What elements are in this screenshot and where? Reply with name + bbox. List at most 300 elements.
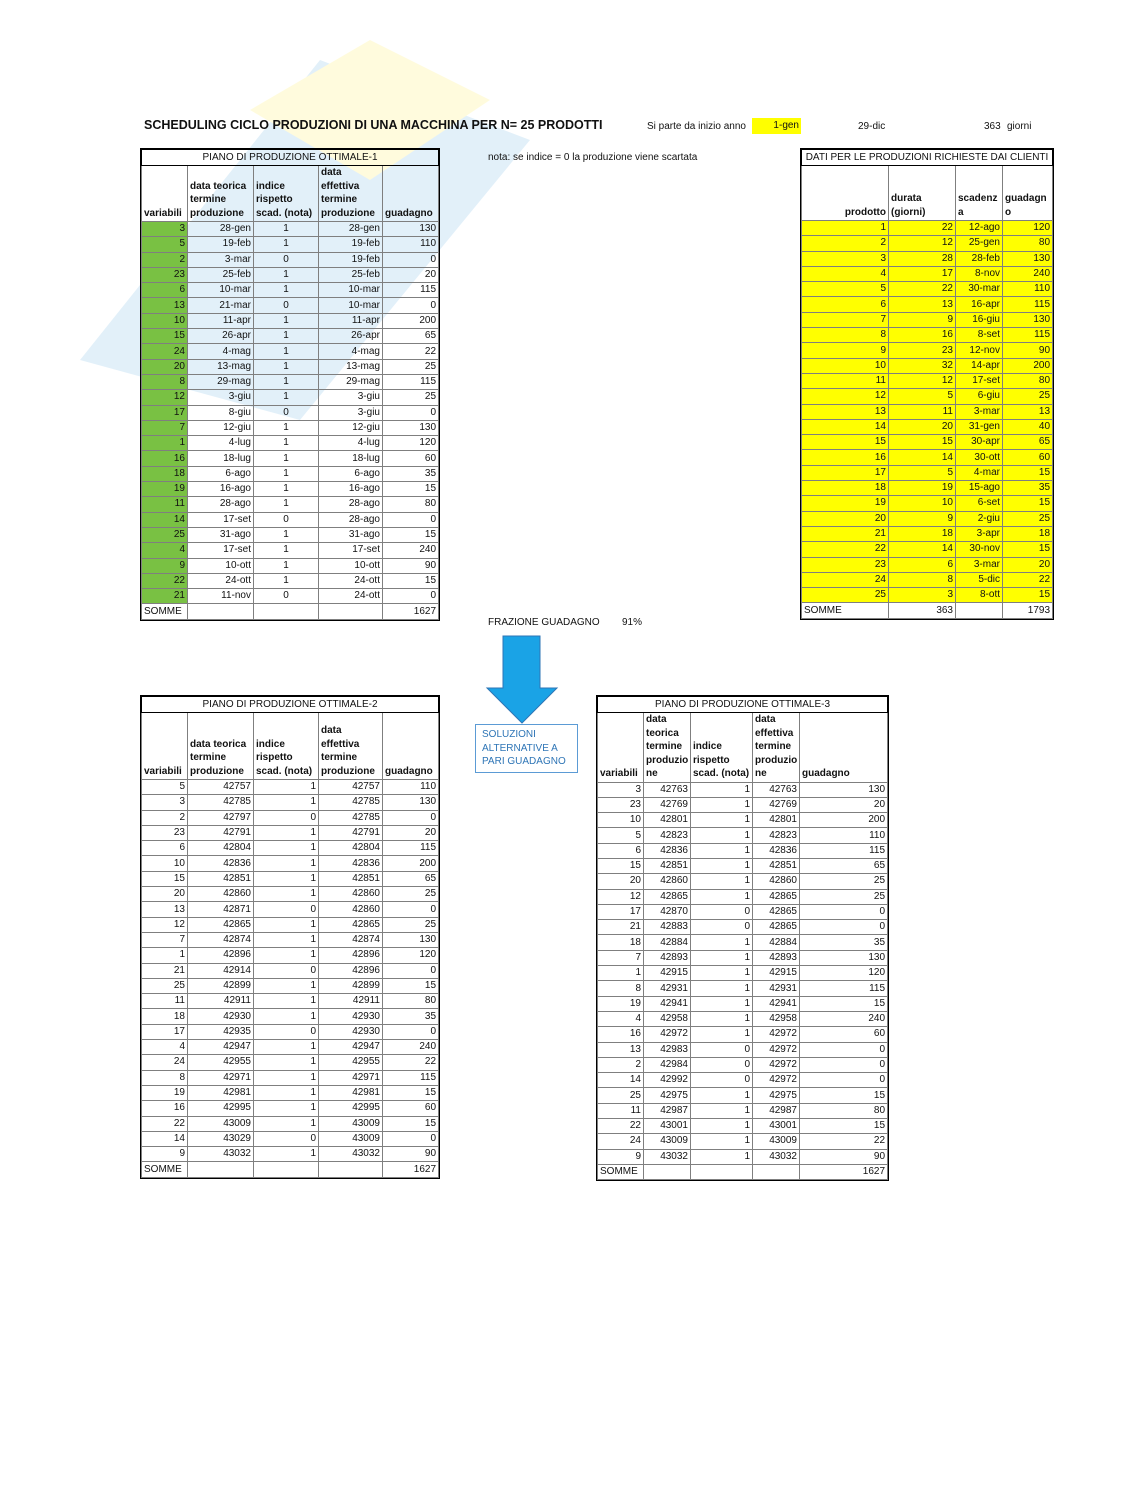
table-cell[interactable]: 17 <box>802 465 889 480</box>
table-cell[interactable]: 42947 <box>188 1040 254 1055</box>
table-cell[interactable]: 1 <box>254 573 319 588</box>
table-cell[interactable]: 1 <box>254 420 319 435</box>
table-cell[interactable]: 9 <box>142 1147 188 1162</box>
table-cell[interactable]: 22 <box>142 1116 188 1131</box>
table-cell[interactable]: 1 <box>691 1011 753 1026</box>
table-cell[interactable]: 115 <box>383 841 439 856</box>
table-cell[interactable]: 7 <box>142 420 188 435</box>
table-cell[interactable]: 19 <box>142 482 188 497</box>
table-cell[interactable]: 0 <box>254 512 319 527</box>
table-cell[interactable]: 2 <box>142 810 188 825</box>
table-cell[interactable]: 42935 <box>188 1024 254 1039</box>
table-cell[interactable]: 80 <box>383 994 439 1009</box>
table-cell[interactable]: 200 <box>383 856 439 871</box>
table-cell[interactable]: 42865 <box>644 889 691 904</box>
table-cell[interactable]: 14 <box>889 542 956 557</box>
table-cell[interactable]: 20 <box>142 359 188 374</box>
table-cell[interactable]: 43009 <box>644 1134 691 1149</box>
table-cell[interactable]: 40 <box>1003 419 1053 434</box>
table-cell[interactable]: 42874 <box>319 932 383 947</box>
table-cell[interactable]: 15 <box>889 435 956 450</box>
table-cell[interactable]: 32 <box>889 358 956 373</box>
table-cell[interactable]: 42972 <box>753 1057 800 1072</box>
table-cell[interactable]: 12 <box>889 236 956 251</box>
table-cell[interactable]: 24-ott <box>319 589 383 604</box>
table-cell[interactable]: 1 <box>254 825 319 840</box>
table-cell[interactable]: 15 <box>800 1088 888 1103</box>
table-cell[interactable]: 25 <box>802 588 889 603</box>
table-cell[interactable]: 65 <box>800 858 888 873</box>
table-cell[interactable]: 42884 <box>753 935 800 950</box>
table-cell[interactable]: 0 <box>800 904 888 919</box>
table-cell[interactable]: 43009 <box>319 1116 383 1131</box>
table-cell[interactable]: 25 <box>1003 389 1053 404</box>
table-cell[interactable]: 9 <box>889 511 956 526</box>
table-cell[interactable]: 22 <box>383 344 439 359</box>
table-cell[interactable]: 42860 <box>753 874 800 889</box>
table-cell[interactable]: 18 <box>802 481 889 496</box>
table-cell[interactable]: 5 <box>802 282 889 297</box>
table-cell[interactable]: 1 <box>691 797 753 812</box>
table-cell[interactable]: 23 <box>802 557 889 572</box>
table-cell[interactable]: 15 <box>1003 542 1053 557</box>
table-cell[interactable]: 15 <box>1003 465 1053 480</box>
table-cell[interactable]: 4-mag <box>319 344 383 359</box>
table-cell[interactable]: 6 <box>142 283 188 298</box>
table-cell[interactable]: 42851 <box>753 858 800 873</box>
table-cell[interactable]: 43009 <box>753 1134 800 1149</box>
table-cell[interactable]: 25 <box>142 978 188 993</box>
table-cell[interactable]: 42757 <box>319 780 383 795</box>
table-cell[interactable]: 42823 <box>644 828 691 843</box>
table-cell[interactable]: 16 <box>889 328 956 343</box>
table-cell[interactable]: 42958 <box>753 1011 800 1026</box>
table-cell[interactable]: 42865 <box>188 917 254 932</box>
table-cell[interactable]: 120 <box>1003 221 1053 236</box>
table-cell[interactable]: 25 <box>1003 511 1053 526</box>
table-cell[interactable]: 35 <box>800 935 888 950</box>
table-cell[interactable]: 1 <box>691 966 753 981</box>
table-cell[interactable]: 35 <box>383 1009 439 1024</box>
table-cell[interactable]: 130 <box>383 222 439 237</box>
table-cell[interactable]: 0 <box>254 589 319 604</box>
table-cell[interactable]: 11 <box>142 497 188 512</box>
table-cell[interactable]: 42975 <box>753 1088 800 1103</box>
start-date-cell[interactable]: 1-gen <box>752 118 801 134</box>
table-cell[interactable]: 42947 <box>319 1040 383 1055</box>
table-cell[interactable]: 42896 <box>319 963 383 978</box>
table-cell[interactable]: 42972 <box>753 1073 800 1088</box>
table-cell[interactable]: 30-mar <box>956 282 1003 297</box>
table-cell[interactable]: 65 <box>383 329 439 344</box>
table-cell[interactable]: 42955 <box>188 1055 254 1070</box>
table-cell[interactable]: 31-gen <box>956 419 1003 434</box>
table-cell[interactable]: 5 <box>142 237 188 252</box>
table-cell[interactable]: 1 <box>254 283 319 298</box>
table-cell[interactable]: 1 <box>254 856 319 871</box>
table-cell[interactable]: 8 <box>889 572 956 587</box>
table-cell[interactable]: 3-giu <box>319 390 383 405</box>
table-cell[interactable]: 42915 <box>753 966 800 981</box>
table-cell[interactable]: 1 <box>254 390 319 405</box>
table-cell[interactable]: 15 <box>383 527 439 542</box>
table-cell[interactable]: 13-mag <box>319 359 383 374</box>
table-cell[interactable]: 42930 <box>188 1009 254 1024</box>
table-cell[interactable]: 42865 <box>319 917 383 932</box>
table-cell[interactable]: 20 <box>889 419 956 434</box>
table-cell[interactable]: 6-ago <box>188 466 254 481</box>
table-cell[interactable]: 20 <box>802 511 889 526</box>
table-cell[interactable]: 14 <box>598 1073 644 1088</box>
table-cell[interactable]: 6 <box>598 843 644 858</box>
table-cell[interactable]: 42972 <box>753 1042 800 1057</box>
table-cell[interactable]: 42791 <box>188 825 254 840</box>
table-cell[interactable]: 25-feb <box>188 267 254 282</box>
table-cell[interactable]: 6 <box>802 297 889 312</box>
table-cell[interactable]: 17-set <box>956 373 1003 388</box>
table-cell[interactable]: 110 <box>383 237 439 252</box>
table-cell[interactable]: 9 <box>802 343 889 358</box>
table-cell[interactable]: 11-apr <box>188 313 254 328</box>
table-cell[interactable]: 42911 <box>188 994 254 1009</box>
table-cell[interactable]: 15 <box>383 1116 439 1131</box>
table-cell[interactable]: 19 <box>142 1085 188 1100</box>
table-cell[interactable]: 4-mar <box>956 465 1003 480</box>
table-cell[interactable]: 42992 <box>644 1073 691 1088</box>
table-cell[interactable]: 20 <box>598 874 644 889</box>
table-cell[interactable]: 11 <box>802 373 889 388</box>
table-cell[interactable]: 42941 <box>644 996 691 1011</box>
table-cell[interactable]: 6-ago <box>319 466 383 481</box>
table-cell[interactable]: 42860 <box>319 887 383 902</box>
table-cell[interactable]: 1 <box>691 981 753 996</box>
table-cell[interactable]: 1 <box>254 543 319 558</box>
table-cell[interactable]: 10 <box>598 813 644 828</box>
table-cell[interactable]: 14 <box>142 1131 188 1146</box>
table-cell[interactable]: 1 <box>691 874 753 889</box>
table-cell[interactable]: 90 <box>1003 343 1053 358</box>
table-cell[interactable]: 6-giu <box>956 389 1003 404</box>
table-cell[interactable]: 15 <box>1003 588 1053 603</box>
table-cell[interactable]: 42791 <box>319 825 383 840</box>
table-cell[interactable]: 42972 <box>644 1027 691 1042</box>
table-cell[interactable]: 42930 <box>319 1024 383 1039</box>
table-cell[interactable]: 10-mar <box>319 283 383 298</box>
table-cell[interactable]: 0 <box>254 405 319 420</box>
table-cell[interactable]: 6 <box>142 841 188 856</box>
table-cell[interactable]: 42915 <box>644 966 691 981</box>
table-cell[interactable]: 240 <box>383 543 439 558</box>
table-cell[interactable]: 65 <box>383 871 439 886</box>
table-cell[interactable]: 10 <box>802 358 889 373</box>
table-cell[interactable]: 42899 <box>188 978 254 993</box>
table-cell[interactable]: 0 <box>383 405 439 420</box>
table-cell[interactable]: 20 <box>383 825 439 840</box>
table-cell[interactable]: 25 <box>383 917 439 932</box>
table-cell[interactable]: 23 <box>142 267 188 282</box>
table-cell[interactable]: 1 <box>691 1088 753 1103</box>
table-cell[interactable]: 17-set <box>319 543 383 558</box>
table-cell[interactable]: 4 <box>802 266 889 281</box>
table-cell[interactable]: 1 <box>691 935 753 950</box>
table-cell[interactable]: 0 <box>800 1073 888 1088</box>
table-cell[interactable]: 80 <box>1003 236 1053 251</box>
table-cell[interactable]: 28-gen <box>319 222 383 237</box>
table-cell[interactable]: 15 <box>383 482 439 497</box>
table-cell[interactable]: 4-lug <box>319 436 383 451</box>
table-cell[interactable]: 21 <box>598 920 644 935</box>
table-cell[interactable]: 42870 <box>644 904 691 919</box>
table-cell[interactable]: 2 <box>598 1057 644 1072</box>
table-cell[interactable]: 22 <box>1003 572 1053 587</box>
table-cell[interactable]: 16-giu <box>956 312 1003 327</box>
table-cell[interactable]: 0 <box>383 810 439 825</box>
table-cell[interactable]: 14 <box>802 419 889 434</box>
table-cell[interactable]: 42931 <box>644 981 691 996</box>
table-cell[interactable]: 15 <box>383 1085 439 1100</box>
table-cell[interactable]: 12-giu <box>319 420 383 435</box>
table-cell[interactable]: 1 <box>691 889 753 904</box>
table-cell[interactable]: 30-nov <box>956 542 1003 557</box>
table-cell[interactable]: 1 <box>691 828 753 843</box>
table-cell[interactable]: 31-ago <box>188 527 254 542</box>
table-cell[interactable]: 42865 <box>753 904 800 919</box>
table-cell[interactable]: 35 <box>383 466 439 481</box>
table-cell[interactable]: 120 <box>383 948 439 963</box>
table-cell[interactable]: 1 <box>254 436 319 451</box>
table-cell[interactable]: 16-ago <box>319 482 383 497</box>
table-cell[interactable]: 43009 <box>188 1116 254 1131</box>
table-cell[interactable]: 17 <box>889 266 956 281</box>
table-cell[interactable]: 10-ott <box>188 558 254 573</box>
table-cell[interactable]: 18 <box>1003 526 1053 541</box>
table-cell[interactable]: 13-mag <box>188 359 254 374</box>
table-cell[interactable]: 130 <box>1003 251 1053 266</box>
table-cell[interactable]: 12 <box>142 390 188 405</box>
table-cell[interactable]: 42836 <box>753 843 800 858</box>
table-cell[interactable]: 15 <box>142 329 188 344</box>
table-cell[interactable]: 42823 <box>753 828 800 843</box>
table-cell[interactable]: 42797 <box>188 810 254 825</box>
table-cell[interactable]: 0 <box>254 298 319 313</box>
table-cell[interactable]: 13 <box>142 298 188 313</box>
table-cell[interactable]: 19-feb <box>319 252 383 267</box>
table-cell[interactable]: 1 <box>691 950 753 965</box>
table-cell[interactable]: 130 <box>383 420 439 435</box>
table-cell[interactable]: 24-ott <box>319 573 383 588</box>
table-cell[interactable]: 23 <box>142 825 188 840</box>
table-cell[interactable]: 42763 <box>644 782 691 797</box>
table-cell[interactable]: 1 <box>142 948 188 963</box>
table-cell[interactable]: 10 <box>142 313 188 328</box>
table-cell[interactable]: 42769 <box>644 797 691 812</box>
table-cell[interactable]: 42931 <box>753 981 800 996</box>
table-cell[interactable]: 24 <box>802 572 889 587</box>
table-cell[interactable]: 12-giu <box>188 420 254 435</box>
table-cell[interactable]: 25 <box>800 889 888 904</box>
table-cell[interactable]: 43009 <box>319 1131 383 1146</box>
table-cell[interactable]: 42883 <box>644 920 691 935</box>
table-cell[interactable]: 28-gen <box>188 222 254 237</box>
table-cell[interactable]: 24-ott <box>188 573 254 588</box>
table-cell[interactable]: 3-apr <box>956 526 1003 541</box>
table-cell[interactable]: 42941 <box>753 996 800 1011</box>
table-cell[interactable]: 60 <box>383 1101 439 1116</box>
table-cell[interactable]: 42860 <box>644 874 691 889</box>
table-cell[interactable]: 6-set <box>956 496 1003 511</box>
table-cell[interactable]: 130 <box>800 782 888 797</box>
table-cell[interactable]: 42851 <box>644 858 691 873</box>
table-cell[interactable]: 24 <box>142 344 188 359</box>
table-cell[interactable]: 28-ago <box>319 512 383 527</box>
table-cell[interactable]: 29-mag <box>188 374 254 389</box>
table-cell[interactable]: 19 <box>802 496 889 511</box>
table-cell[interactable]: 15 <box>383 978 439 993</box>
table-cell[interactable]: 15 <box>383 573 439 588</box>
table-cell[interactable]: 28-ago <box>188 497 254 512</box>
table-cell[interactable]: 9 <box>889 312 956 327</box>
table-cell[interactable]: 10-mar <box>319 298 383 313</box>
table-cell[interactable]: 8-ott <box>956 588 1003 603</box>
table-cell[interactable]: 3 <box>889 588 956 603</box>
table-cell[interactable]: 42995 <box>319 1101 383 1116</box>
table-cell[interactable]: 1 <box>802 221 889 236</box>
table-cell[interactable]: 42987 <box>644 1103 691 1118</box>
table-cell[interactable]: 130 <box>383 932 439 947</box>
table-cell[interactable]: 7 <box>598 950 644 965</box>
table-cell[interactable]: 42896 <box>188 948 254 963</box>
table-cell[interactable]: 8-giu <box>188 405 254 420</box>
table-cell[interactable]: 22 <box>800 1134 888 1149</box>
table-cell[interactable]: 60 <box>800 1027 888 1042</box>
table-cell[interactable]: 29-mag <box>319 374 383 389</box>
table-cell[interactable]: 1 <box>254 466 319 481</box>
table-cell[interactable]: 0 <box>254 902 319 917</box>
table-cell[interactable]: 42995 <box>188 1101 254 1116</box>
table-cell[interactable]: 7 <box>142 932 188 947</box>
table-cell[interactable]: 3 <box>598 782 644 797</box>
table-cell[interactable]: 5 <box>889 389 956 404</box>
table-cell[interactable]: 0 <box>254 1024 319 1039</box>
table-cell[interactable]: 5 <box>889 465 956 480</box>
table-cell[interactable]: 42893 <box>644 950 691 965</box>
table-cell[interactable]: 13 <box>142 902 188 917</box>
table-cell[interactable]: 1 <box>691 858 753 873</box>
table-cell[interactable]: 26-apr <box>319 329 383 344</box>
table-cell[interactable]: 0 <box>691 1057 753 1072</box>
table-cell[interactable]: 22 <box>383 1055 439 1070</box>
table-cell[interactable]: 42836 <box>644 843 691 858</box>
table-cell[interactable]: 12 <box>802 389 889 404</box>
table-cell[interactable]: 200 <box>383 313 439 328</box>
table-cell[interactable]: 25-feb <box>319 267 383 282</box>
table-cell[interactable]: 13 <box>1003 404 1053 419</box>
table-cell[interactable]: 3 <box>142 795 188 810</box>
table-cell[interactable]: 17-set <box>188 543 254 558</box>
table-cell[interactable]: 16-ago <box>188 482 254 497</box>
table-cell[interactable]: 2-giu <box>956 511 1003 526</box>
table-cell[interactable]: 1 <box>691 813 753 828</box>
table-cell[interactable]: 0 <box>691 1073 753 1088</box>
table-cell[interactable]: 19-feb <box>319 237 383 252</box>
table-cell[interactable]: 10-ott <box>319 558 383 573</box>
table-cell[interactable]: 0 <box>254 963 319 978</box>
table-cell[interactable]: 4-mag <box>188 344 254 359</box>
table-cell[interactable]: 0 <box>254 252 319 267</box>
table-cell[interactable]: 115 <box>383 283 439 298</box>
table-cell[interactable]: 26-apr <box>188 329 254 344</box>
table-cell[interactable]: 25 <box>383 887 439 902</box>
table-cell[interactable]: 0 <box>691 920 753 935</box>
table-cell[interactable]: 1 <box>254 482 319 497</box>
table-cell[interactable]: 42785 <box>188 795 254 810</box>
table-cell[interactable]: 1 <box>254 1085 319 1100</box>
table-cell[interactable]: 42865 <box>753 889 800 904</box>
table-cell[interactable]: 1 <box>254 917 319 932</box>
table-cell[interactable]: 42972 <box>753 1027 800 1042</box>
table-cell[interactable]: 42987 <box>753 1103 800 1118</box>
table-cell[interactable]: 90 <box>383 558 439 573</box>
table-cell[interactable]: 42958 <box>644 1011 691 1026</box>
table-cell[interactable]: 1 <box>691 1149 753 1164</box>
table-cell[interactable]: 43001 <box>753 1119 800 1134</box>
table-cell[interactable]: 21 <box>802 526 889 541</box>
table-cell[interactable]: 42801 <box>753 813 800 828</box>
table-cell[interactable]: 20 <box>800 797 888 812</box>
table-cell[interactable]: 11-nov <box>188 589 254 604</box>
table-cell[interactable]: 16 <box>142 1101 188 1116</box>
table-cell[interactable]: 43032 <box>753 1149 800 1164</box>
table-cell[interactable]: 115 <box>1003 328 1053 343</box>
table-cell[interactable]: 15 <box>802 435 889 450</box>
table-cell[interactable]: 42981 <box>319 1085 383 1100</box>
table-cell[interactable]: 42763 <box>753 782 800 797</box>
table-cell[interactable]: 1 <box>254 841 319 856</box>
table-cell[interactable]: 6 <box>889 557 956 572</box>
table-cell[interactable]: 1 <box>254 527 319 542</box>
table-cell[interactable]: 43001 <box>644 1119 691 1134</box>
table-cell[interactable]: 17 <box>598 904 644 919</box>
table-cell[interactable]: 3-giu <box>188 390 254 405</box>
table-cell[interactable]: 24 <box>598 1134 644 1149</box>
table-cell[interactable]: 28-ago <box>319 497 383 512</box>
table-cell[interactable]: 0 <box>254 1131 319 1146</box>
table-cell[interactable]: 18-lug <box>188 451 254 466</box>
table-cell[interactable]: 0 <box>383 1024 439 1039</box>
table-cell[interactable]: 8 <box>142 374 188 389</box>
table-cell[interactable]: 4 <box>598 1011 644 1026</box>
table-cell[interactable]: 5-dic <box>956 572 1003 587</box>
table-cell[interactable]: 0 <box>383 589 439 604</box>
table-cell[interactable]: 42851 <box>319 871 383 886</box>
table-cell[interactable]: 20 <box>383 267 439 282</box>
table-cell[interactable]: 42911 <box>319 994 383 1009</box>
table-cell[interactable]: 14 <box>889 450 956 465</box>
table-cell[interactable]: 115 <box>800 843 888 858</box>
table-cell[interactable]: 42874 <box>188 932 254 947</box>
table-cell[interactable]: 11-apr <box>319 313 383 328</box>
table-cell[interactable]: 42955 <box>319 1055 383 1070</box>
table-cell[interactable]: 19 <box>889 481 956 496</box>
table-cell[interactable]: 8-set <box>956 328 1003 343</box>
table-cell[interactable]: 42801 <box>644 813 691 828</box>
table-cell[interactable]: 3-mar <box>188 252 254 267</box>
table-cell[interactable]: 2 <box>802 236 889 251</box>
table-cell[interactable]: 42914 <box>188 963 254 978</box>
table-cell[interactable]: 11 <box>142 994 188 1009</box>
table-cell[interactable]: 0 <box>691 904 753 919</box>
table-cell[interactable]: 0 <box>383 298 439 313</box>
